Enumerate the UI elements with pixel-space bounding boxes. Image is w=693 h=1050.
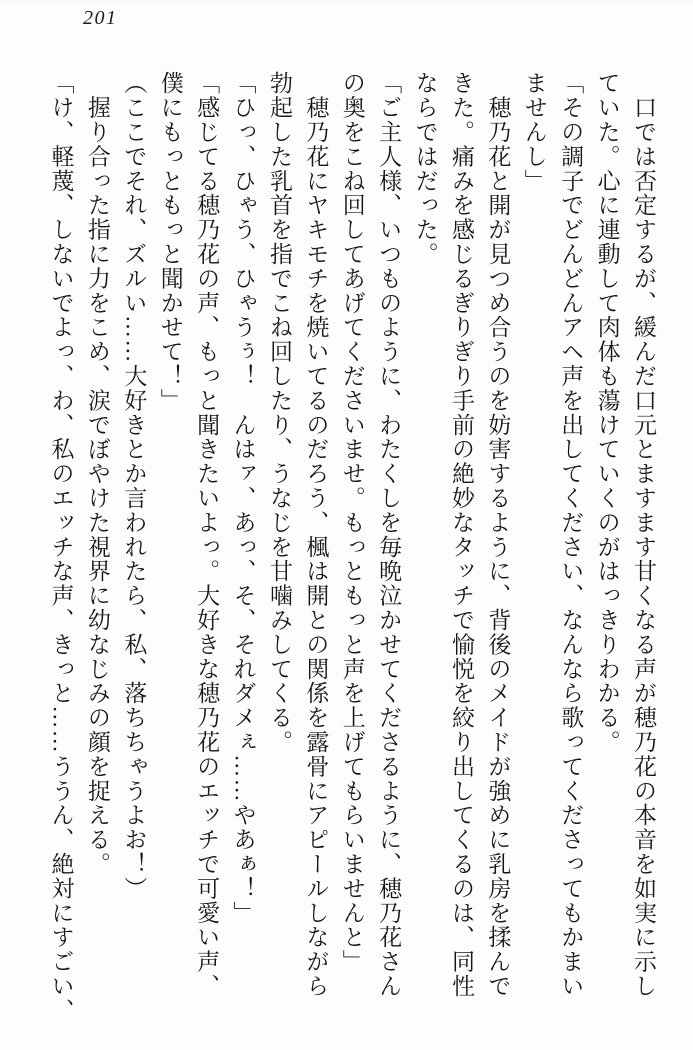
text-line: 勃起した乳首を指でこね回したり、うなじを甘噛みしてくる。 — [266, 71, 292, 755]
text-line: 「ご主人様、いつものように、わたくしを毎晩泣かせてくださるように、穂乃花さん — [376, 71, 402, 999]
text-line: 僕にもっともっと聞かせて！」 — [157, 71, 183, 413]
text-line: 口では否定するが、緩んだ口元とますます甘くなる声が穂乃花の本音を如実に示し — [631, 71, 656, 999]
text-line: ませんし」 — [521, 71, 547, 193]
text-line: 「その調子でどんどんアヘ声を出してください、なんなら歌ってくださってもかまい — [558, 71, 584, 999]
text-line: 「ひっ、ひゃう、ひゃうぅ！ んはァ、あっ、そ、それダメぇ……やあぁ！」 — [230, 71, 256, 925]
text-line: 「け、軽蔑、しないでよっ、わ、私のエッチな声、きっと……ううん、絶対にすごい、 — [48, 71, 74, 1023]
text-line: ていた。心に連動して肉体も蕩けていくのがはっきりわかる。 — [594, 71, 620, 755]
text-line: ならではだった。 — [412, 71, 438, 267]
body-text-block — [42, 71, 661, 1023]
text-line: の奥をこね回してあげてくださいませ。もっともっと声を上げてもらいませんと」 — [339, 71, 365, 974]
text-line: 「感じてる穂乃花の声、もっと聞きたいよっ。大好きな穂乃花のエッチで可愛い声、 — [194, 71, 220, 999]
text-line: 握り合った指に力をこめ、涙でぼやけた視界に幼なじみの顔を捉える。 — [84, 71, 110, 877]
page-number: 201 — [83, 7, 118, 29]
text-line: （ここでそれ、ズルい……大好きとか言われたら、私、落ちちゃうよお！） — [121, 71, 147, 901]
text-line: 穂乃花にヤキモチを焼いてるのだろう、楓は開との関係を露骨にアピールしながら — [303, 71, 329, 999]
text-line: きた。痛みを感じるぎりぎり手前の絶妙なタッチで愉悦を絞り出してくるのは、同性 — [448, 71, 474, 999]
text-line: 穂乃花と開が見つめ合うのを妨害するように、背後のメイドが強めに乳房を揉んで — [485, 71, 511, 999]
